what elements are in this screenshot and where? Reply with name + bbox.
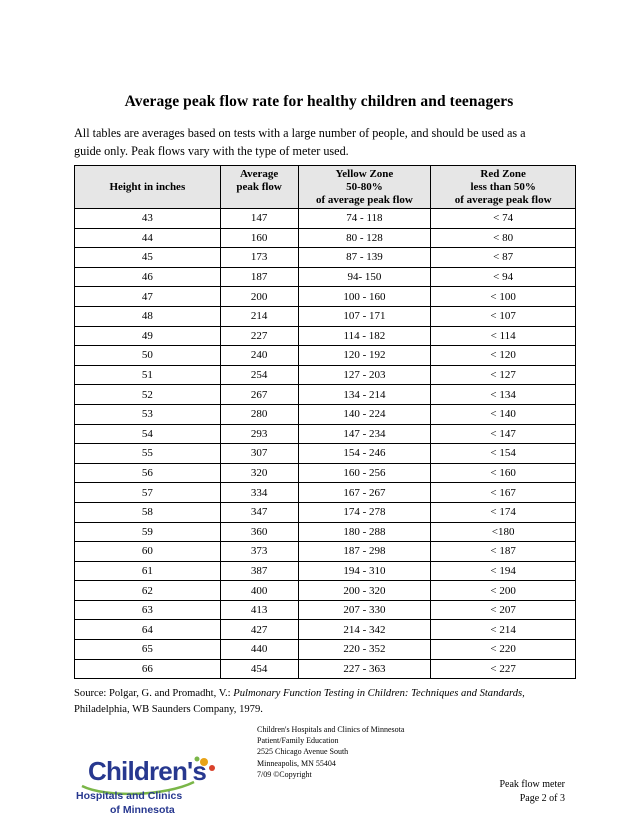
cell-red-zone: < 107	[431, 306, 576, 326]
cell-yellow-zone: 207 - 330	[298, 600, 431, 620]
cell-yellow-zone: 187 - 298	[298, 542, 431, 562]
cell-yellow-zone: 80 - 128	[298, 228, 431, 248]
cell-red-zone: < 74	[431, 209, 576, 229]
cell-yellow-zone: 127 - 203	[298, 365, 431, 385]
cell-average: 267	[220, 385, 298, 405]
address-line: Children's Hospitals and Clinics of Minnesota	[257, 725, 405, 734]
cell-red-zone: <180	[431, 522, 576, 542]
cell-height: 54	[75, 424, 221, 444]
cell-average: 320	[220, 463, 298, 483]
cell-yellow-zone: 94- 150	[298, 267, 431, 287]
table-header-row	[75, 166, 576, 209]
table-row	[75, 209, 576, 229]
cell-red-zone: < 94	[431, 267, 576, 287]
cell-average: 307	[220, 444, 298, 464]
cell-yellow-zone: 120 - 192	[298, 346, 431, 366]
footer-doc-name: Peak flow meter	[499, 779, 565, 790]
cell-red-zone: < 200	[431, 581, 576, 601]
table-row	[75, 404, 576, 424]
table-row	[75, 306, 576, 326]
cell-height: 43	[75, 209, 221, 229]
cell-yellow-zone: 227 - 363	[298, 659, 431, 679]
logo-name: Children's	[88, 756, 207, 786]
address-line: Minneapolis, MN 55404	[257, 758, 336, 768]
table-row	[75, 463, 576, 483]
table-body	[75, 209, 576, 679]
cell-height: 51	[75, 365, 221, 385]
cell-yellow-zone: 114 - 182	[298, 326, 431, 346]
table-row	[75, 600, 576, 620]
cell-yellow-zone: 174 - 278	[298, 502, 431, 522]
cell-red-zone: < 127	[431, 365, 576, 385]
cell-red-zone: < 87	[431, 248, 576, 268]
cell-height: 60	[75, 542, 221, 562]
cell-average: 240	[220, 346, 298, 366]
table-row	[75, 640, 576, 660]
cell-average: 400	[220, 581, 298, 601]
copyright-line: 7/09 ©Copyright	[257, 769, 312, 779]
table-row	[75, 228, 576, 248]
intro-line-2: guide only. Peak flows vary with the type of meter used.	[74, 144, 349, 158]
table-row	[75, 326, 576, 346]
table-row	[75, 248, 576, 268]
cell-yellow-zone: 220 - 352	[298, 640, 431, 660]
cell-yellow-zone: 134 - 214	[298, 385, 431, 405]
cell-average: 440	[220, 640, 298, 660]
table-row	[75, 287, 576, 307]
peak-flow-table	[74, 165, 576, 679]
cell-yellow-zone: 214 - 342	[298, 620, 431, 640]
logo-subtitle-2: of Minnesota	[110, 804, 175, 816]
cell-yellow-zone: 154 - 246	[298, 444, 431, 464]
table-row	[75, 365, 576, 385]
table-row	[75, 659, 576, 679]
cell-height: 46	[75, 267, 221, 287]
cell-average: 387	[220, 561, 298, 581]
cell-average: 280	[220, 404, 298, 424]
cell-height: 55	[75, 444, 221, 464]
cell-red-zone: < 80	[431, 228, 576, 248]
cell-height: 64	[75, 620, 221, 640]
childrens-logo	[76, 756, 226, 820]
header-red-zone: Red Zone less than 50% of average peak flow	[431, 166, 576, 209]
cell-average: 293	[220, 424, 298, 444]
cell-red-zone: < 114	[431, 326, 576, 346]
cell-yellow-zone: 180 - 288	[298, 522, 431, 542]
cell-height: 63	[75, 600, 221, 620]
hospital-address	[257, 724, 404, 780]
intro-paragraph	[74, 124, 574, 160]
table-row	[75, 542, 576, 562]
cell-height: 66	[75, 659, 221, 679]
cell-height: 62	[75, 581, 221, 601]
table-row	[75, 561, 576, 581]
cell-average: 200	[220, 287, 298, 307]
cell-red-zone: < 174	[431, 502, 576, 522]
table-row	[75, 444, 576, 464]
header-yellow-zone: Yellow Zone 50-80% of average peak flow	[298, 166, 431, 209]
header-height: Height in inches	[75, 166, 221, 209]
header-average: Average peak flow	[220, 166, 298, 209]
cell-height: 50	[75, 346, 221, 366]
cell-height: 58	[75, 502, 221, 522]
table-row	[75, 346, 576, 366]
cell-yellow-zone: 140 - 224	[298, 404, 431, 424]
source-prefix: Source: Polgar, G. and Promadht, V.:	[74, 688, 234, 699]
cell-red-zone: < 194	[431, 561, 576, 581]
cell-yellow-zone: 160 - 256	[298, 463, 431, 483]
table-row	[75, 267, 576, 287]
page-footer	[499, 778, 565, 806]
cell-height: 59	[75, 522, 221, 542]
cell-yellow-zone: 107 - 171	[298, 306, 431, 326]
page-title: Average peak flow rate for healthy children and teenagers	[124, 93, 514, 110]
source-publisher: Philadelphia, WB Saunders Company, 1979.	[74, 704, 263, 715]
cell-average: 427	[220, 620, 298, 640]
logo-subtitle-1: Hospitals and Clinics	[76, 790, 183, 802]
cell-red-zone: < 134	[431, 385, 576, 405]
cell-yellow-zone: 74 - 118	[298, 209, 431, 229]
cell-red-zone: < 220	[431, 640, 576, 660]
cell-yellow-zone: 147 - 234	[298, 424, 431, 444]
cell-red-zone: < 160	[431, 463, 576, 483]
cell-average: 413	[220, 600, 298, 620]
cell-average: 187	[220, 267, 298, 287]
address-line: 2525 Chicago Avenue South	[257, 747, 349, 757]
table-row	[75, 483, 576, 503]
cell-height: 61	[75, 561, 221, 581]
cell-average: 254	[220, 365, 298, 385]
table-row	[75, 620, 576, 640]
table-row	[75, 385, 576, 405]
cell-red-zone: < 227	[431, 659, 576, 679]
cell-average: 347	[220, 502, 298, 522]
source-citation	[74, 686, 594, 718]
cell-height: 57	[75, 483, 221, 503]
cell-height: 52	[75, 385, 221, 405]
cell-average: 373	[220, 542, 298, 562]
cell-yellow-zone: 200 - 320	[298, 581, 431, 601]
table-row	[75, 581, 576, 601]
cell-red-zone: < 120	[431, 346, 576, 366]
cell-red-zone: < 154	[431, 444, 576, 464]
page-number: Page 2 of 3	[519, 793, 565, 804]
address-line: Patient/Family Education	[257, 736, 339, 746]
cell-red-zone: < 167	[431, 483, 576, 503]
cell-red-zone: < 100	[431, 287, 576, 307]
cell-red-zone: < 140	[431, 404, 576, 424]
source-work-title: Pulmonary Function Testing in Children: Techniques and Standards,	[233, 688, 525, 699]
cell-average: 147	[220, 209, 298, 229]
cell-average: 160	[220, 228, 298, 248]
table-row	[75, 424, 576, 444]
cell-red-zone: < 187	[431, 542, 576, 562]
cell-yellow-zone: 167 - 267	[298, 483, 431, 503]
cell-height: 47	[75, 287, 221, 307]
cell-average: 454	[220, 659, 298, 679]
cell-height: 53	[75, 404, 221, 424]
cell-height: 48	[75, 306, 221, 326]
cell-average: 360	[220, 522, 298, 542]
cell-average: 227	[220, 326, 298, 346]
intro-line-1: All tables are averages based on tests with a large number of people, and should be used as a	[74, 126, 526, 140]
cell-height: 56	[75, 463, 221, 483]
cell-yellow-zone: 87 - 139	[298, 248, 431, 268]
cell-average: 173	[220, 248, 298, 268]
cell-yellow-zone: 194 - 310	[298, 561, 431, 581]
cell-yellow-zone: 100 - 160	[298, 287, 431, 307]
cell-height: 65	[75, 640, 221, 660]
cell-red-zone: < 207	[431, 600, 576, 620]
table-row	[75, 502, 576, 522]
cell-average: 214	[220, 306, 298, 326]
table-row	[75, 522, 576, 542]
cell-red-zone: < 214	[431, 620, 576, 640]
cell-red-zone: < 147	[431, 424, 576, 444]
cell-height: 44	[75, 228, 221, 248]
cell-average: 334	[220, 483, 298, 503]
cell-height: 45	[75, 248, 221, 268]
cell-height: 49	[75, 326, 221, 346]
